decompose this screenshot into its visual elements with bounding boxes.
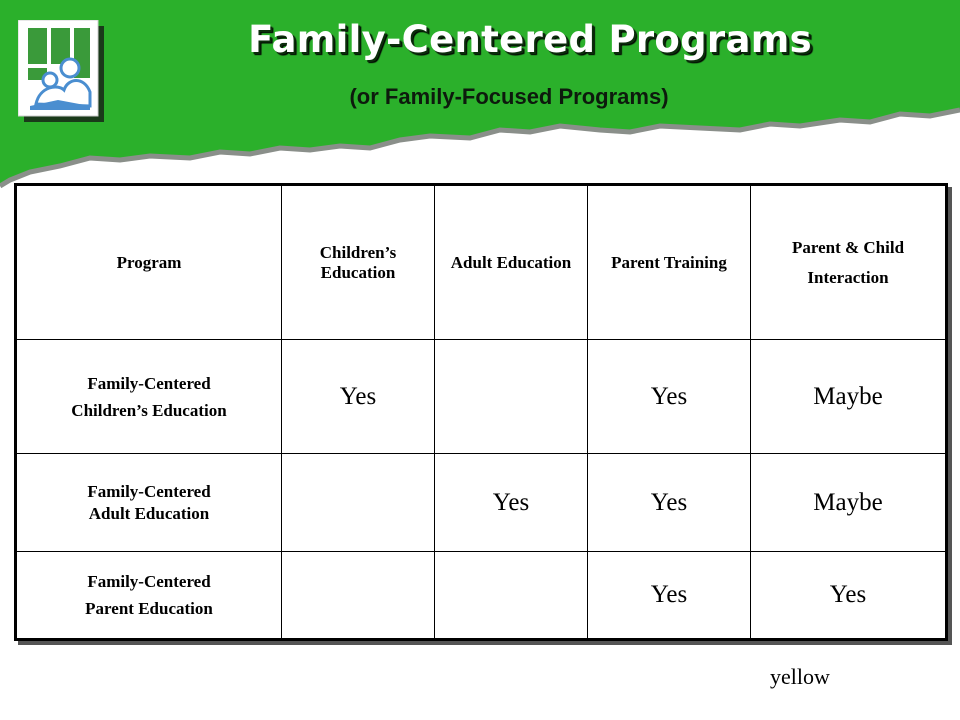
cell-childrens-education	[282, 552, 435, 640]
table-row	[16, 552, 947, 640]
page-subtitle: (or Family-Focused Programs)	[349, 84, 669, 109]
cell-parent-training: Yes	[588, 340, 751, 454]
row-program-label	[16, 552, 282, 640]
row-program-line2: Adult Education	[88, 503, 210, 523]
cell-adult-education	[435, 552, 588, 640]
cell-childrens-education: Yes	[282, 340, 435, 454]
table-row	[16, 340, 947, 454]
table-row	[16, 454, 947, 552]
row-program-line1: Family-Centered	[87, 572, 211, 591]
header-parent-training: Parent Training	[588, 185, 751, 340]
cell-adult-education: Yes	[435, 454, 588, 552]
row-program-line1: Family-Centered	[87, 373, 211, 393]
header-parent-child-interaction: Parent & Child Interaction	[751, 185, 947, 340]
row-program-line1: Family-Centered	[87, 481, 211, 501]
cell-childrens-education	[282, 454, 435, 552]
table-header-row	[16, 185, 947, 340]
row-program-label	[16, 454, 282, 552]
cell-parent-child-interaction: Yes	[751, 552, 947, 640]
page-title: Family-Centered Programs	[248, 18, 812, 61]
row-program-line2: Children’s Education	[71, 400, 227, 420]
cell-adult-education	[435, 340, 588, 454]
footnote-text: yellow	[770, 664, 830, 689]
programs-table	[14, 183, 948, 641]
row-program-line2: Parent Education	[85, 599, 213, 618]
cell-parent-training: Yes	[588, 454, 751, 552]
row-program-label	[16, 340, 282, 454]
cell-parent-child-interaction: Maybe	[751, 454, 947, 552]
header-adult-education: Adult Education	[435, 185, 588, 340]
header-childrens-education: Children’s Education	[282, 185, 435, 340]
cell-parent-child-interaction: Maybe	[751, 340, 947, 454]
header-program: Program	[16, 185, 282, 340]
cell-parent-training: Yes	[588, 552, 751, 640]
